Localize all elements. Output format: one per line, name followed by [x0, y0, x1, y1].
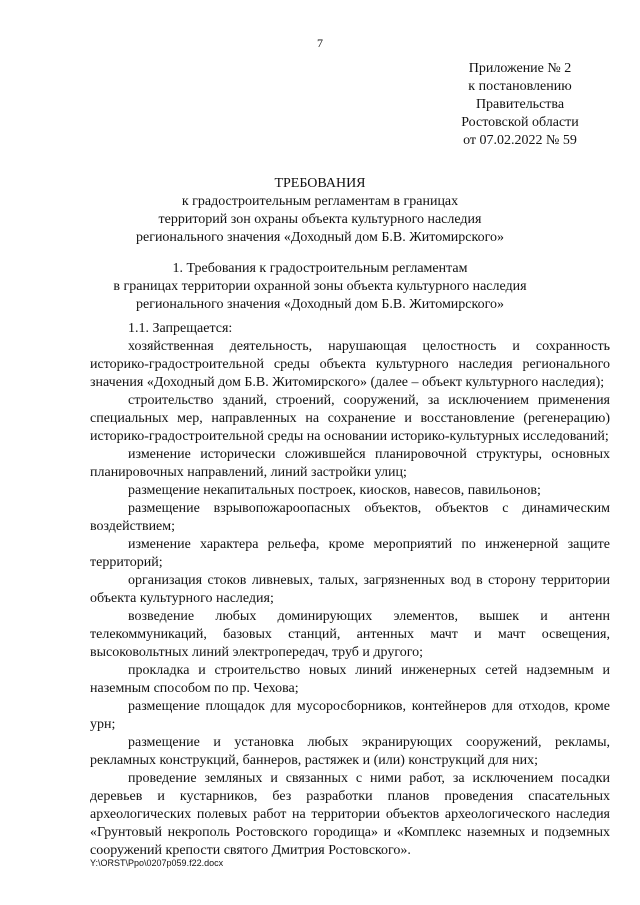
paragraph: проведение земляных и связанных с ними работ, за исключением посадки деревьев и кустарников, без разработки планов проведения спасательных археологических полевых работ на территории объектов археологического наследия «Грунтовый некрополь Ростовского городища» и «Комплекс наземных и подземных сооружений крепости святого Дмитрия Ростовского». [90, 771, 610, 858]
section-line: в границах территории охранной зоны объекта культурного наследия [113, 279, 527, 294]
paragraph: размещение и установка любых экранирующих сооружений, рекламы, рекламных конструкций, баннеров, растяжек и (или) конструкций для них; [90, 735, 610, 768]
section-heading [0, 260, 640, 314]
appendix-line: Правительства [475, 97, 565, 112]
paragraph: 1.1. Запрещается: [128, 321, 233, 336]
title-line: территорий зон охраны объекта культурного наследия [158, 212, 482, 227]
paragraph: хозяйственная деятельность, нарушающая целостность и сохранность историко-градостроительной среды объекта культурного наследия регионального значения «Доходный дом Б.В. Житомирского» (далее – объект культурного наследия); [90, 339, 610, 390]
paragraph: прокладка и строительство новых линий инженерных сетей надземным и наземным способом по пр. Чехова; [90, 663, 610, 696]
section-line: регионального значения «Доходный дом Б.В. Житомирского» [135, 297, 504, 312]
appendix-line: к постановлению [468, 79, 572, 94]
paragraph: строительство зданий, строений, сооружений, за исключением применения специальных мер, направленных на сохранение и восстановление (регенерацию) историко-градостроительной среды на основании историко-культурных исследований; [90, 393, 610, 444]
file-path-footer: Y:\ORST\Ppo\0207p059.f22.docx [90, 858, 224, 868]
body-text [90, 320, 610, 860]
title-line: регионального значения «Доходный дом Б.В. Житомирского» [135, 230, 504, 245]
appendix-line: Ростовской области [461, 115, 579, 130]
paragraph: изменение исторически сложившейся планировочной структуры, основных планировочных направлений, линий застройки улиц; [90, 447, 610, 480]
section-line: 1. Требования к градостроительным регламентам [172, 261, 468, 276]
paragraph: изменение характера рельефа, кроме мероприятий по инженерной защите территорий; [90, 537, 610, 570]
paragraph: размещение взрывопожароопасных объектов, объектов с динамическим воздействием; [90, 501, 610, 534]
paragraph: возведение любых доминирующих элементов, вышек и антенн телекоммуникаций, базовых станций, антенных мачт и мачт освещения, высоковольтных линий электропередач, труб и другого; [90, 609, 610, 660]
paragraph: размещение некапитальных построек, киосков, навесов, павильонов; [128, 483, 541, 498]
paragraph: организация стоков ливневых, талых, загрязненных вод в сторону территории объекта культурного наследия; [90, 573, 610, 606]
document-title [0, 175, 640, 247]
paragraph: размещение площадок для мусоросборников, контейнеров для отходов, кроме урн; [90, 699, 610, 732]
title-heading: ТРЕБОВАНИЯ [274, 176, 366, 191]
appendix-header [440, 60, 600, 150]
page-number: 7 [317, 36, 323, 50]
title-line: к градостроительным регламентам в границах [181, 194, 459, 209]
appendix-line: от 07.02.2022 № 59 [463, 133, 577, 148]
appendix-line: Приложение № 2 [468, 61, 572, 76]
